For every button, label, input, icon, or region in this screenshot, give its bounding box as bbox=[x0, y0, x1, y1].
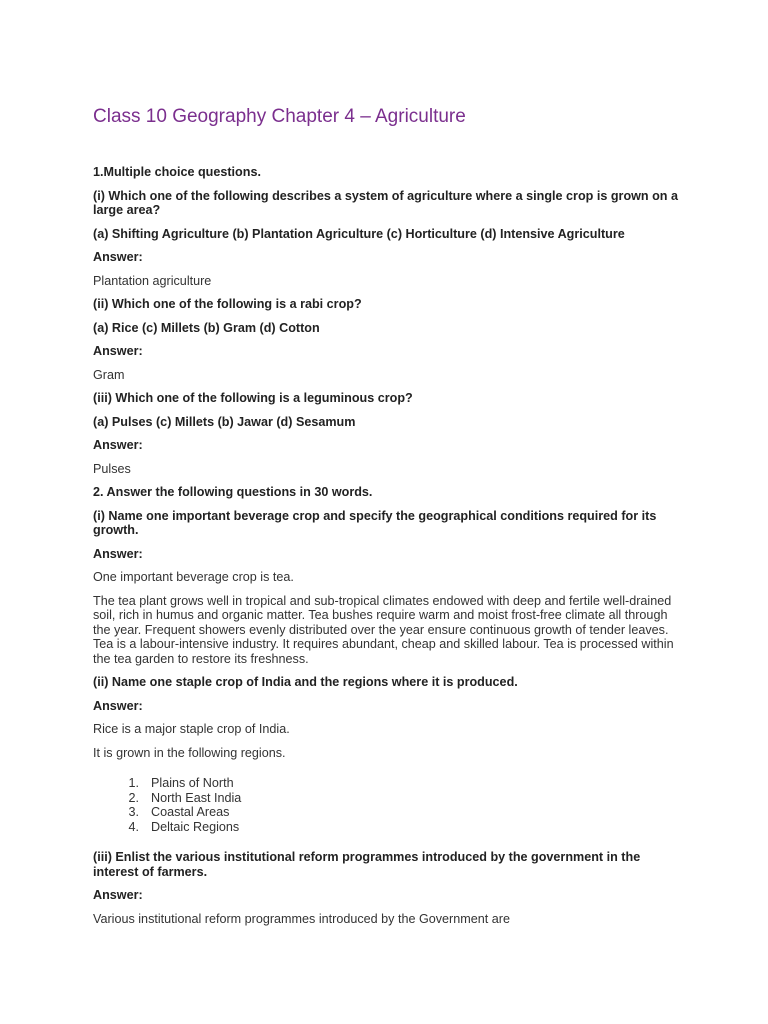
list-item-text: Coastal Areas bbox=[151, 805, 230, 819]
answer-text: Gram bbox=[93, 367, 125, 382]
list-item-number: 3. bbox=[128, 805, 139, 819]
document-page bbox=[93, 105, 683, 935]
question-text: Answer: bbox=[93, 438, 143, 452]
list-item-number: 1. bbox=[128, 776, 139, 790]
question-text: Answer: bbox=[93, 546, 143, 561]
list-item bbox=[93, 805, 683, 820]
answer-text: It is grown in the following regions. bbox=[93, 745, 286, 760]
question-text: 1.Multiple choice questions. bbox=[93, 165, 261, 179]
question-text: Answer: bbox=[93, 250, 143, 264]
answer-text: Various institutional reform programmes introduced by the Government are bbox=[93, 911, 510, 926]
answer-text: Plantation agriculture bbox=[93, 273, 212, 288]
question-text: Answer: bbox=[93, 344, 143, 358]
list-item bbox=[93, 791, 683, 806]
document-title: Class 10 Geography Chapter 4 – Agriculture bbox=[93, 106, 466, 127]
list-item-text: Plains of North bbox=[151, 776, 234, 790]
question-text: (a) Shifting Agriculture (b) Plantation Agriculture (c) Horticulture (d) Intensive Agriculture bbox=[93, 226, 625, 241]
question-text: (a) Rice (c) Millets (b) Gram (d) Cotton bbox=[93, 320, 320, 335]
question-text: (i) Name one important beverage crop and specify the geographical conditions required for its growth. bbox=[93, 508, 657, 537]
question-text: (iii) Which one of the following is a leguminous crop? bbox=[93, 391, 413, 405]
answer-text: The tea plant grows well in tropical and sub-tropical climates endowed with deep and fertile well-drained soil, rich in humus and organic matter. Tea bushes require warm and moist frost-free climate all through the year. Frequent showers evenly distributed over the year ensure continuous growth of tender leaves. Tea is a labour-intensive industry. It requires abundant, cheap and skilled labour. Tea is processed within the tea garden to restore its freshness. bbox=[93, 593, 674, 666]
question-text: Answer: bbox=[93, 888, 143, 902]
answer-text: Pulses bbox=[93, 461, 131, 476]
answer-text: Rice is a major staple crop of India. bbox=[93, 722, 290, 736]
list-item-number: 4. bbox=[128, 819, 139, 834]
question-text: (iii) Enlist the various institutional reform programmes introduced by the government in the interest of farmers. bbox=[93, 850, 641, 879]
question-text: 2. Answer the following questions in 30 words. bbox=[93, 485, 373, 499]
numbered-list bbox=[93, 776, 683, 834]
document-content bbox=[93, 165, 683, 926]
question-text: (a) Pulses (c) Millets (b) Jawar (d) Sesamum bbox=[93, 414, 356, 429]
question-text: (ii) Name one staple crop of India and the regions where it is produced. bbox=[93, 675, 518, 689]
question-text: Answer: bbox=[93, 698, 143, 713]
list-item-text: North East India bbox=[151, 790, 242, 805]
question-text: (ii) Which one of the following is a rabi crop? bbox=[93, 297, 362, 311]
list-item-number: 2. bbox=[128, 790, 139, 805]
answer-text: One important beverage crop is tea. bbox=[93, 570, 294, 584]
question-text: (i) Which one of the following describes a system of agriculture where a single crop is grown on a large area? bbox=[93, 188, 679, 217]
list-item-text: Deltaic Regions bbox=[151, 819, 240, 834]
list-item bbox=[93, 776, 683, 791]
list-item bbox=[93, 820, 683, 835]
